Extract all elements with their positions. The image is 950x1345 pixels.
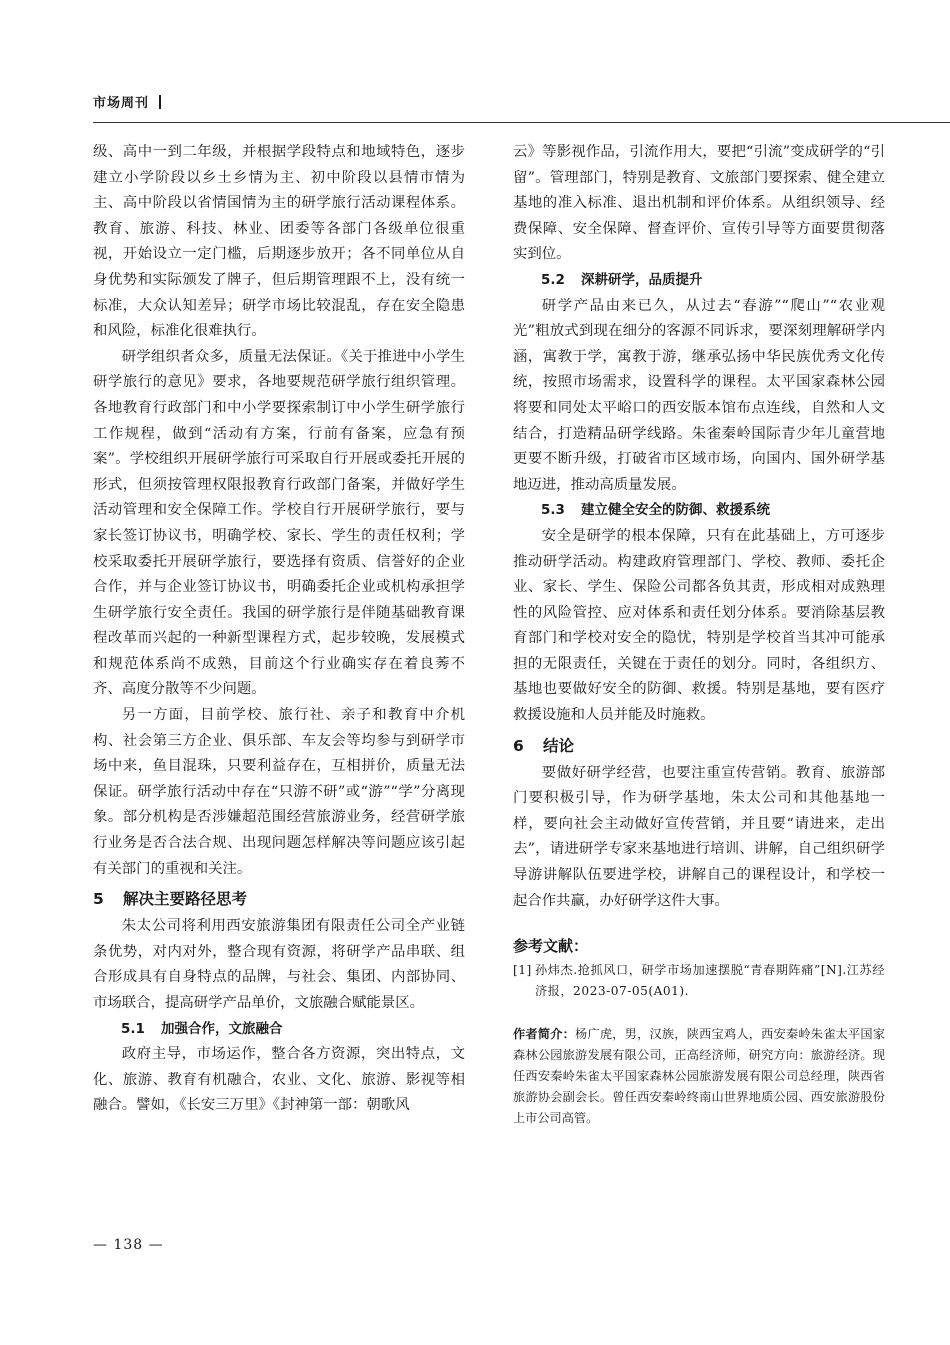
header-rule <box>93 122 950 123</box>
author-bio-text: 杨广虎，男，汉族，陕西宝鸡人，西安秦岭朱雀太平国家森林公园旅游发展有限公司，正高经济师，研究方向：旅游经济。现任西安秦岭朱雀太平国家森林公园旅游发展有限公司总经理，陕西省旅游协会副会长。曾任西安秦岭终南山世界地质公园、西安旅游股份上市公司高管。 <box>513 1027 886 1126</box>
section-title: 结论 <box>543 736 575 755</box>
subsection-title: 建立健全安全的防御、救援系统 <box>581 502 770 519</box>
journal-header <box>93 92 161 111</box>
references-title: 参考文献： <box>513 937 589 956</box>
subsection-heading-5-1 <box>93 1017 465 1043</box>
section-number: 5 <box>93 890 104 909</box>
reference-item <box>513 960 885 1002</box>
subsection-title: 深耕研学，品质提升 <box>581 271 703 288</box>
author-bio-label: 作者简介： <box>513 1027 576 1042</box>
author-bio <box>513 1024 885 1129</box>
page-number: — 138 — <box>93 1237 164 1253</box>
paragraph: 朱太公司将利用西安旅游集团有限责任公司全产业链条优势，对内对外，整合现有资源，将研学产品串联、组合形成具有自身特点的品牌，与社会、集团、内部协同、市场联合，提高研学产品单价，文旅融合赋能景区。 <box>93 918 465 1011</box>
reference-label: [1] <box>513 963 532 978</box>
subsection-title: 加强合作，文旅融合 <box>161 1020 283 1037</box>
paragraph: 安全是研学的根本保障，只有在此基础上，方可逐步推动研学活动。构建政府管理部门、学校、教师、委托企业、家长、学生、保险公司都各负其责，形成相对成熟理性的风险管控、应对体系和责任划分体系。要消除基层教育部门和学校对安全的隐忧，特别是学校首当其冲可能承担的无限责任，关键在于责任的划分。同时，各组织方、基地也要做好安全的防御、救援。特别是基地，要有医疗救援设施和人员并能及时施救。 <box>513 527 885 724</box>
subsection-number: 5.3 <box>541 502 565 519</box>
section-title: 解决主要路径思考 <box>123 890 248 909</box>
paragraph: 云》等影视作品，引流作用大，要把“引流”变成研学的“引留”。管理部门，特别是教育、文旅部门要探索、健全建立基地的准入标准、退出机制和评价体系。从组织领导、经费保障、安全保障、督查评价、宣传引导等方面要贯彻落实到位。 <box>513 144 885 263</box>
subsection-heading-5-2 <box>513 268 885 294</box>
subsection-heading-5-3 <box>513 498 885 524</box>
right-column <box>513 140 885 1129</box>
paragraph: 政府主导，市场运作，整合各方资源，突出特点，文化、旅游、教育有机融合，农业、文化、旅游、影视等相融合。譬如，《长安三万里》《封神第一部：朝歌风 <box>93 1046 465 1114</box>
paragraph: 要做好研学经营，也要注重宣传营销。教育、旅游部门要积极引导，作为研学基地，朱太公司和其他基地一样，要向社会主动做好宣传营销，并且要“请进来，走出去”，请进研学专家来基地进行培训、讲解，自己组织研学导游讲解队伍要进学校，讲解自己的课程设计，和学校一起合作共赢，办好研学这件大事。 <box>513 764 885 909</box>
subsection-number: 5.1 <box>121 1020 145 1037</box>
left-column <box>93 140 465 1119</box>
paragraph: 另一方面，目前学校、旅行社、亲子和教育中介机构、社会第三方企业、俱乐部、车友会等均参与到研学市场中来，鱼目混珠，只要利益存在，互相拼价，质量无法保证。研学旅行活动中存在“只游不研”或“游”“学”分离现象。部分机构是否涉嫌超范围经营旅游业务，经营研学旅行业务是否合法合规、出现问题怎样解决等问题应该引起有关部门的重视和关注。 <box>93 707 465 877</box>
section-heading-5 <box>93 886 465 912</box>
header-divider <box>159 95 161 109</box>
section-number: 6 <box>513 736 524 755</box>
paragraph: 研学组织者众多，质量无法保证。《关于推进中小学生研学旅行的意见》要求，各地要规范研学旅行组织管理。各地教育行政部门和中小学要探索制订中小学生研学旅行工作规程，做到“活动有方案，行前有备案，应急有预案”。学校组织开展研学旅行可采取自行开展或委托开展的形式，但须按管理权限报教育行政部门备案，并做好学生活动管理和安全保障工作。学校自行开展研学旅行，要与家长签订协议书，明确学校、家长、学生的责任权利；学校采取委托开展研学旅行，要选择有资质、信誉好的企业合作，并与企业签订协议书，明确委托企业或机构承担学生研学旅行安全责任。我国的研学旅行是伴随基础教育课程改革而兴起的一种新型课程方式，起步较晚，发展模式和规范体系尚不成熟，目前这个行业确实存在着良莠不齐、高度分散等不少问题。 <box>93 348 465 698</box>
paragraph: 研学产品由来已久，从过去“春游”“爬山”“农业观光”粗放式到现在细分的客源不同诉求，要深刻理解研学内涵，寓教于学，寓教于游，继承弘扬中华民族优秀文化传统，按照市场需求，设置科学的课程。太平国家森林公园将要和同处太平峪口的西安版本馆布点连线，自然和人文结合，打造精品研学线路。朱雀秦岭国际青少年儿童营地更要不断升级，打破省市区域市场，向国内、国外研学基地迈进，推动高质量发展。 <box>513 297 885 493</box>
paragraph: 级、高中一到二年级，并根据学段特点和地域特色，逐步建立小学阶段以乡土乡情为主、初中阶段以县情市情为主、高中阶段以省情国情为主的研学旅行活动课程体系。教育、旅游、科技、林业、团委等各部门各级单位很重视，开始设立一定门槛，后期逐步放开；各不同单位从自身优势和实际颁发了牌子，但后期管理跟不上，没有统一标准，大众认知差异；研学市场比较混乱，存在安全隐患和风险，标准化很难执行。 <box>93 144 465 340</box>
reference-text: 孙炜杰.抢抓风口，研学市场加速摆脱“青春期阵痛”[N].江苏经济报，2023-07-05(A01). <box>535 963 885 999</box>
subsection-number: 5.2 <box>541 271 565 288</box>
journal-title: 市场周刊 <box>93 96 150 111</box>
section-heading-6 <box>513 733 885 759</box>
